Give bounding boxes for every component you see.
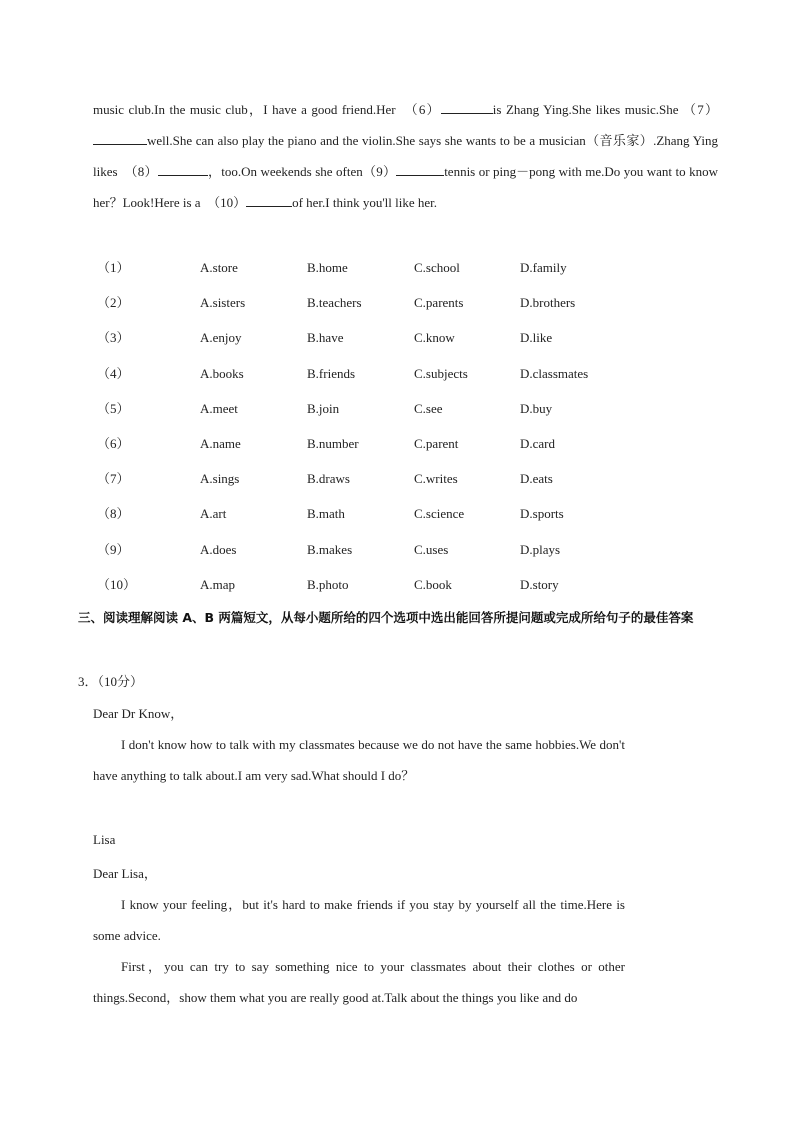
option-d: D.classmates	[520, 365, 589, 381]
option-a: A.art	[200, 506, 227, 522]
option-a: A.sings	[200, 471, 240, 487]
section-heading: 三、阅读理解阅读 A、B 两篇短文，从每小题所给的四个选项中选出能回答所提问题或完成所给句子的最佳答案	[78, 610, 694, 625]
option-a: A.books	[200, 365, 244, 381]
passage-text: music club.In the music club，I have a good friend.Her （6）	[93, 102, 441, 117]
option-b: B.join	[307, 400, 340, 416]
letter-signature: Lisa	[93, 832, 116, 847]
option-number: （9）	[97, 541, 130, 557]
option-number: （7）	[97, 471, 130, 487]
option-row	[97, 428, 717, 463]
option-c: C.parents	[414, 295, 464, 311]
reply-body: First，you can try to say something nice to your classmates about their clothes or other things.Second，show them what you are really good at.Talk about the things you like and do	[93, 959, 625, 1005]
option-b: B.have	[307, 330, 344, 346]
option-b: B.home	[307, 260, 348, 275]
option-b: B.friends	[307, 365, 356, 381]
option-row	[97, 569, 717, 604]
option-row	[97, 358, 717, 393]
option-b: B.photo	[307, 576, 349, 592]
option-a: A.sisters	[200, 295, 246, 311]
option-row	[97, 498, 717, 533]
answer-blank-10	[246, 194, 292, 207]
passage-text: of her.I think you'll like her.	[292, 195, 438, 210]
option-number: （8）	[97, 506, 130, 522]
option-c: C.school	[414, 260, 460, 275]
option-a: A.enjoy	[200, 330, 242, 346]
option-row	[97, 252, 717, 287]
answer-blank-7	[93, 132, 147, 145]
option-number: （6）	[97, 435, 130, 451]
option-c: C.book	[414, 576, 452, 592]
option-number: （5）	[97, 400, 130, 416]
question-number: 3．（10分）	[78, 674, 144, 689]
option-d: D.story	[520, 576, 559, 592]
option-d: D.plays	[520, 541, 561, 557]
passage-text: tennis or ping－pong with me.Do you want to know her？Look!Here is a （10）	[93, 164, 718, 210]
passage-text: well.She can also play the piano and the violin.She says she wants to be a musician（音乐家）.Zhang Ying likes （8）	[93, 133, 718, 179]
option-row	[97, 463, 717, 498]
option-b: B.teachers	[307, 295, 362, 311]
option-d: D.brothers	[520, 295, 576, 311]
option-number: （2）	[97, 295, 130, 311]
option-c: C.writes	[414, 471, 458, 487]
passage-text: ，too.On weekends she often（9）	[207, 164, 397, 179]
option-c: C.science	[414, 506, 465, 522]
option-number: （4）	[97, 365, 130, 381]
option-row	[97, 287, 717, 322]
option-a: A.name	[200, 435, 241, 451]
option-row	[97, 322, 717, 357]
option-row	[97, 534, 717, 569]
option-d: D.family	[520, 260, 567, 275]
option-number: （1）	[97, 260, 130, 275]
answer-blank-9	[396, 163, 444, 176]
option-c: C.parent	[414, 435, 459, 451]
option-d: D.like	[520, 330, 553, 346]
option-c: C.know	[414, 330, 455, 346]
option-a: A.map	[200, 576, 236, 592]
option-d: D.eats	[520, 471, 553, 487]
option-b: B.number	[307, 435, 359, 451]
option-c: C.see	[414, 400, 443, 416]
passage-text: is Zhang Ying.She likes music.She （7）	[492, 102, 718, 117]
options-list	[97, 252, 717, 604]
option-c: C.uses	[414, 541, 449, 557]
answer-blank-8	[158, 163, 208, 176]
option-a: A.meet	[200, 400, 238, 416]
reply-greeting: Dear Lisa，	[93, 866, 157, 881]
option-b: B.makes	[307, 541, 353, 557]
option-c: C.subjects	[414, 365, 468, 381]
answer-blank-6	[441, 101, 493, 114]
option-number: （10）	[97, 576, 137, 592]
reply-body: I know your feeling，but it's hard to make friends if you stay by yourself all the time.Here is some advice.	[93, 897, 625, 943]
option-b: B.math	[307, 506, 345, 522]
option-d: D.card	[520, 435, 556, 451]
option-a: A.store	[200, 260, 238, 275]
option-d: D.sports	[520, 506, 564, 522]
option-a: A.does	[200, 541, 237, 557]
option-row	[97, 393, 717, 428]
letter-body: I don't know how to talk with my classmates because we do not have the same hobbies.We don't have anything to talk about.I am very sad.What should I do？	[93, 737, 625, 783]
option-d: D.buy	[520, 400, 553, 416]
option-b: B.draws	[307, 471, 350, 487]
option-number: （3）	[97, 330, 130, 346]
cloze-passage	[93, 94, 718, 218]
letter-greeting: Dear Dr Know，	[93, 706, 184, 721]
